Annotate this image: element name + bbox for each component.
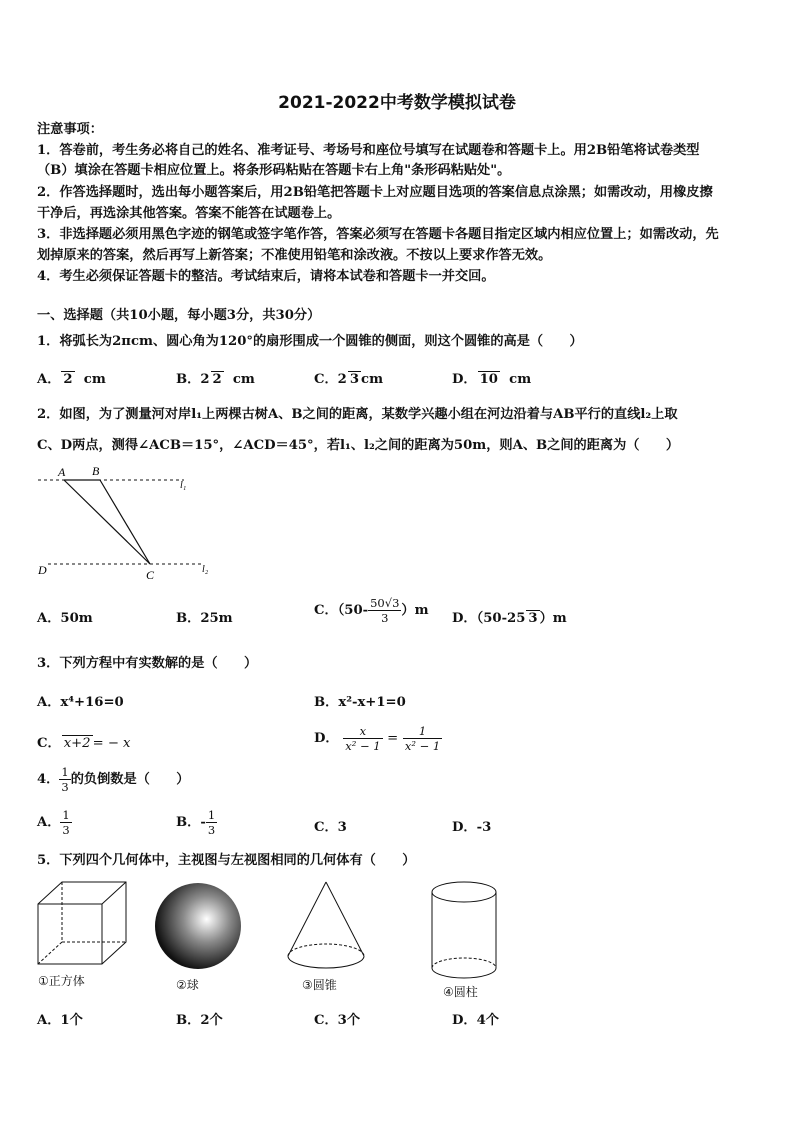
section-heading: 一、选择题（共10小题，每小题3分，共30分） [37,308,321,323]
notice-line: 3．非选择题必须用黑色字迹的钢笔或签字笔作答，答案必须写在答题卡各题目指定区域内相应位置上；如需改动，先 [37,227,719,242]
q4-option-d: D．-3 [452,820,492,835]
question-5-stem: 5．下列四个几何体中，主视图与左视图相同的几何体有（ ） [37,853,416,868]
q4-option-c: C．3 [314,820,347,835]
q3-option-d: D． $\frac{x}{\text{x² − 1}}$ = $\frac{1}{\text{x² − 1}}$ [314,724,441,753]
q2-option-d: D．（50-25 3 ）m [452,611,567,626]
q4-option-b: B．- $\frac{1}{3}$ [176,808,216,837]
cylinder-figure [428,878,504,982]
cube-figure [34,878,134,970]
river-figure [34,462,224,586]
q3-option-c: C． x+2 = − x [37,736,131,751]
label-d: D [38,563,47,577]
label-l2: l₂ [202,564,209,575]
figure-caption: ②球 [176,978,199,992]
figure-caption: ③圆锥 [302,978,337,992]
notice-line: 4．考生必须保证答题卡的整洁。考试结束后，请将本试卷和答题卡一并交回。 [37,269,495,284]
page-title: 2021-2022中考数学模拟试卷 [278,93,516,113]
q2-option-b: B．25m [176,611,233,626]
question-2-stem: C、D两点，测得∠ACB＝15°，∠ACD＝45°，若l₁、l₂之间的距离为50m，则A、B之间的距离为（ ） [37,438,680,453]
cone-figure [282,878,372,974]
q5-option-c: C．3个 [314,1013,361,1028]
sphere-figure [152,880,244,972]
question-4-stem: 4． $\frac{1}{3}$ 的负倒数是（ ） [37,765,190,794]
q1-option-c: C．2 3 cm [314,372,384,387]
notice-line: 1．答卷前，考生务必将自己的姓名、准考证号、考场号和座位号填写在试题卷和答题卡上。用2B铅笔将试卷类型 [37,143,700,158]
q1-option-b: B．2 2 cm [176,372,255,387]
q5-option-d: D．4个 [452,1013,499,1028]
label-a: A [58,465,66,479]
question-2-stem: 2．如图，为了测量河对岸l₁上两棵古树A、B之间的距离，某数学兴趣小组在河边沿着与AB平行的直线l₂上取 [37,407,678,422]
q1-option-d: D． 10 cm [452,372,532,387]
figure-caption: ④圆柱 [443,985,478,999]
figure-caption: ①正方体 [38,974,85,988]
notice-heading: 注意事项： [37,122,103,137]
notice-line: 2．作答选择题时，选出每小题答案后，用2B铅笔把答题卡上对应题目选项的答案信息点涂黑；如需改动，用橡皮擦 [37,185,713,200]
label-c: C [146,568,155,582]
notice-line: （B）填涂在答题卡相应位置上。将条形码粘贴在答题卡右上角"条形码粘贴处"。 [37,163,511,178]
q5-option-b: B．2个 [176,1013,223,1028]
q4-option-a: A． $\frac{1}{3}$ [37,808,70,837]
question-1-stem: 1．将弧长为2πcm、圆心角为120°的扇形围成一个圆锥的侧面，则这个圆锥的高是（ ） [37,334,583,349]
q2-option-c: C．（50- $\frac{50√3}{3}$ ）m [314,596,429,625]
label-b: B [92,464,100,478]
q3-option-b: B．x²-x+1=0 [314,695,406,710]
q3-option-a: A．x⁴+16=0 [37,695,124,710]
label-l1: l₁ [180,480,187,491]
q1-option-a: A． 2 cm [37,372,106,387]
q5-option-a: A．1个 [37,1013,83,1028]
question-3-stem: 3．下列方程中有实数解的是（ ） [37,656,258,671]
q2-option-a: A．50m [37,611,93,626]
notice-line: 划掉原来的答案，然后再写上新答案；不准使用铅笔和涂改液。不按以上要求作答无效。 [37,248,552,263]
notice-line: 干净后，再选涂其他答案。答案不能答在试题卷上。 [37,206,341,221]
